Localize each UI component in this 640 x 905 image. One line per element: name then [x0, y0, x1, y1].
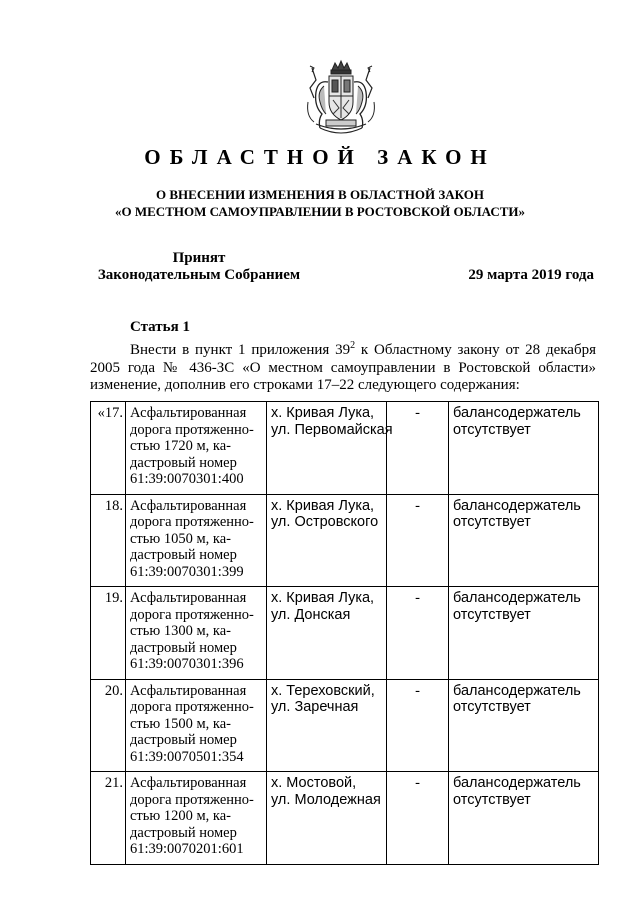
balance-holder — [449, 587, 599, 680]
road-description-line: 61:39:0070301:399 — [130, 563, 244, 580]
road-description-line: дорога протяженно- — [130, 606, 254, 623]
balance-holder-line: отсутствует — [453, 514, 531, 530]
article-line-1-text: Внести в пункт 1 приложения 39 — [130, 342, 351, 358]
road-description — [126, 587, 267, 680]
road-description-line: дастровый номер — [130, 454, 237, 471]
adoption-assembly-name: Законодательным Собранием — [97, 267, 301, 283]
article-body — [90, 342, 596, 395]
law-subtitle-line-1: О ВНЕСЕНИИ ИЗМЕНЕНИЯ В ОБЛАСТНОЙ ЗАКОН — [156, 187, 484, 202]
balance-holder-line: отсутствует — [453, 421, 531, 438]
adoption-accepted-label: Принят — [172, 250, 226, 266]
road-description-line: дастровый номер — [130, 639, 237, 656]
article-line-2: 2005 года № 436-ЗС «О местном самоуправлении в Ростовской области» — [90, 359, 596, 376]
road-description-line: 61:39:0070201:601 — [130, 841, 244, 857]
empty-cell-dash: - — [387, 587, 449, 680]
row-number: 19. — [91, 587, 126, 680]
table-row — [91, 679, 599, 772]
road-description-line: Асфальтированная — [130, 590, 247, 606]
adoption-body — [94, 250, 304, 284]
empty-cell-dash: - — [387, 402, 449, 495]
balance-holder — [449, 772, 599, 865]
road-address-line: ул. Молодежная — [271, 791, 381, 808]
road-description-line: дастровый номер — [130, 547, 237, 563]
rostov-region-coat-of-arms-icon — [302, 58, 380, 140]
road-description-line: стью 1500 м, ка- — [130, 715, 231, 732]
balance-holder-line: балансодержатель — [453, 497, 581, 514]
road-description — [126, 772, 267, 865]
road-description-line: дорога протяженно- — [130, 514, 254, 530]
road-description — [126, 402, 267, 495]
empty-cell-dash: - — [387, 679, 449, 772]
road-description-line: дорога протяженно- — [130, 421, 254, 438]
empty-cell-dash: - — [387, 494, 449, 587]
road-description — [126, 679, 267, 772]
roads-table — [90, 401, 599, 865]
table-row — [91, 587, 599, 680]
balance-holder — [449, 494, 599, 587]
road-address-line: ул. Донская — [271, 606, 351, 623]
article-heading: Статья 1 — [130, 319, 190, 335]
road-description-line: дастровый номер — [130, 732, 237, 748]
road-description-line: стью 1300 м, ка- — [130, 623, 231, 639]
road-address-line: ул. Заречная — [271, 699, 359, 715]
article-superscript: 2 — [350, 340, 356, 351]
road-description-line: Асфальтированная — [130, 497, 247, 514]
balance-holder-line: балансодержатель — [453, 775, 581, 791]
road-description-line: стью 1720 м, ка- — [130, 438, 231, 454]
adoption-date: 29 марта 2019 года — [468, 267, 594, 283]
row-number: 18. — [91, 494, 126, 587]
road-address — [267, 402, 393, 495]
road-description-line: дорога протяженно- — [130, 699, 254, 715]
road-address-line: х. Мостовой, — [271, 775, 357, 791]
road-description-line: Асфальтированная — [130, 405, 247, 421]
road-address — [267, 679, 387, 772]
article-line-1 — [90, 342, 596, 360]
balance-holder-line: отсутствует — [453, 606, 531, 623]
empty-cell-dash: - — [387, 772, 449, 865]
road-address-line: ул. Первомайская — [271, 421, 393, 438]
road-description-line: Асфальтированная — [130, 775, 247, 791]
article-line-1-tail: к Областному закону от 28 декабря — [355, 342, 596, 358]
balance-holder-line: отсутствует — [453, 791, 531, 808]
road-address — [267, 494, 387, 587]
row-number: «17. — [91, 402, 126, 495]
road-address — [267, 587, 387, 680]
table-row — [91, 772, 599, 865]
road-description-line: 61:39:0070301:400 — [130, 471, 244, 487]
article-line-3: изменение, дополнив его строками 17–22 следующего содержания: — [90, 377, 520, 393]
balance-holder-line: балансодержатель — [453, 405, 581, 421]
road-description-line: дастровый номер — [130, 824, 237, 841]
balance-holder-line: балансодержатель — [453, 590, 581, 606]
road-description-line: дорога протяженно- — [130, 791, 254, 808]
road-description-line: стью 1050 м, ка- — [130, 530, 231, 547]
road-address-line: х. Кривая Лука, — [271, 497, 375, 514]
road-address-line: х. Тереховский, — [271, 682, 375, 699]
law-subtitle-line-2: «О МЕСТНОМ САМОУПРАВЛЕНИИ В РОСТОВСКОЙ ОБЛАСТИ» — [115, 204, 525, 219]
road-address — [267, 772, 387, 865]
law-title: ОБЛАСТНОЙ ЗАКОН — [144, 145, 496, 169]
road-address-line: х. Кривая Лука, — [271, 590, 375, 606]
table-row — [91, 494, 599, 587]
road-description-line: 61:39:0070501:354 — [130, 748, 244, 765]
road-description — [126, 494, 267, 587]
road-description-line: 61:39:0070301:396 — [130, 656, 244, 672]
road-address-line: ул. Островского — [271, 514, 379, 530]
road-address-line: х. Кривая Лука, — [271, 405, 375, 421]
balance-holder — [449, 402, 599, 495]
row-number: 21. — [91, 772, 126, 865]
balance-holder-line: балансодержатель — [453, 682, 581, 699]
road-description-line: стью 1200 м, ка- — [130, 808, 231, 824]
roads-table-body — [91, 402, 599, 865]
road-description-line: Асфальтированная — [130, 682, 247, 699]
table-row — [91, 402, 599, 495]
balance-holder-line: отсутствует — [453, 699, 531, 715]
balance-holder — [449, 679, 599, 772]
row-number: 20. — [91, 679, 126, 772]
